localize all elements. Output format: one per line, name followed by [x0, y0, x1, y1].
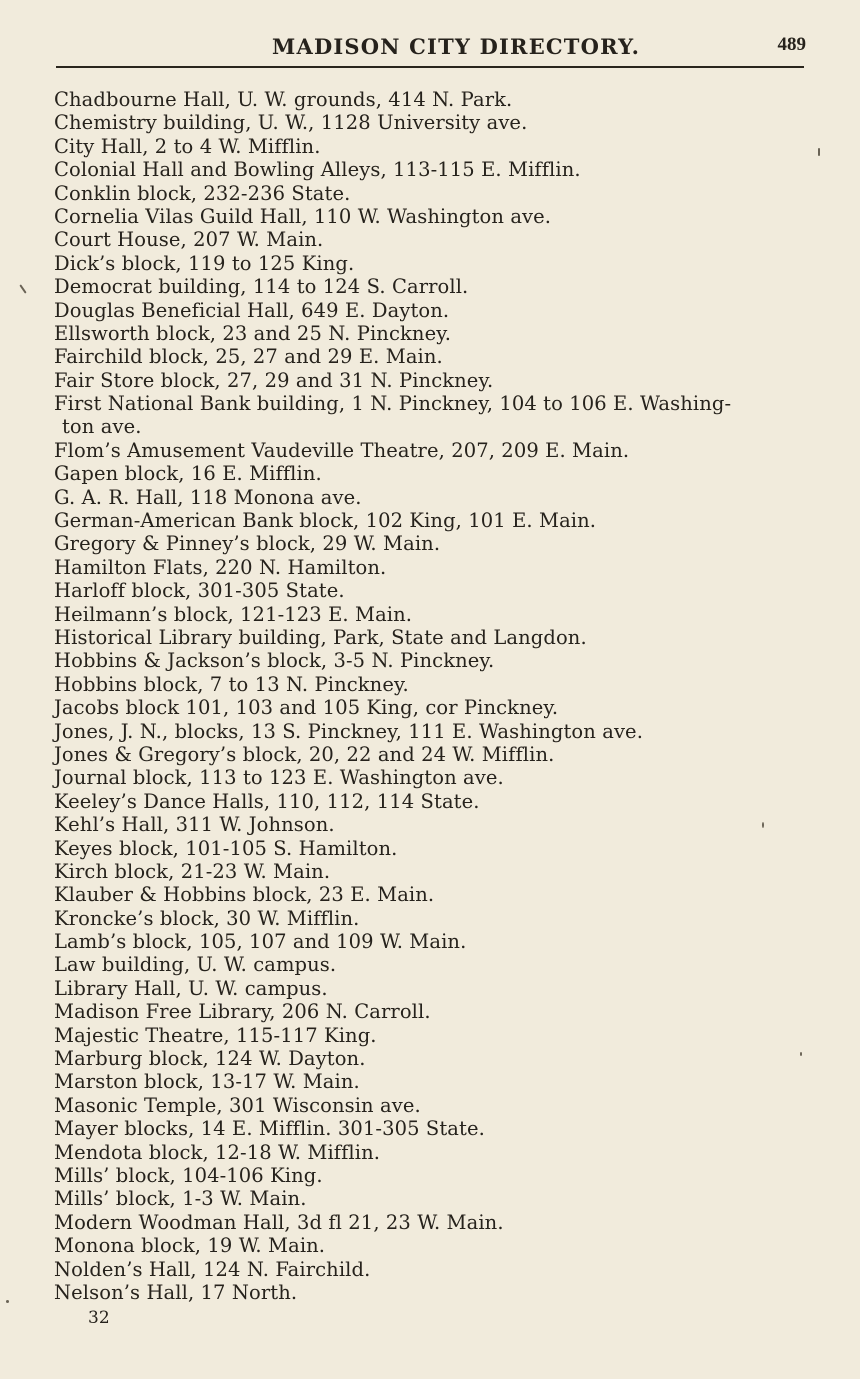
page-number: 489 [777, 34, 806, 55]
directory-entry: Cornelia Vilas Guild Hall, 110 W. Washington ave. [54, 204, 552, 228]
directory-entry: Fair Store block, 27, 29 and 31 N. Pinckney. [54, 368, 494, 392]
directory-entry: Douglas Beneficial Hall, 649 E. Dayton. [54, 298, 450, 322]
directory-entry: Gregory & Pinney’s block, 29 W. Main. [54, 532, 441, 556]
directory-entry: Ellsworth block, 23 and 25 N. Pinckney. [54, 321, 452, 345]
directory-entry: Kehl’s Hall, 311 W. Johnson. [54, 813, 335, 837]
paper-speck [19, 284, 26, 293]
header-rule [56, 66, 804, 68]
directory-entry: Mayer blocks, 14 E. Mifflin. 301-305 State. [54, 1117, 485, 1141]
paper-speck [800, 1052, 802, 1056]
continuation-text: ton ave. [62, 415, 142, 439]
directory-entry: Klauber & Hobbins block, 23 E. Main. [54, 883, 435, 907]
directory-entry: Flom’s Amusement Vaudeville Theatre, 207, 209 E. Main. [54, 438, 630, 462]
directory-entry: Chadbourne Hall, U. W. grounds, 414 N. Park. [54, 88, 513, 111]
directory-entry: Jones & Gregory’s block, 20, 22 and 24 W. Mifflin. [54, 742, 555, 766]
directory-entry: Gapen block, 16 E. Mifflin. [54, 462, 322, 486]
paper-speck [762, 822, 764, 828]
directory-entry: First National Bank building, 1 N. Pinckney, 104 to 106 E. Washing- [54, 392, 732, 416]
directory-entry: Dick’s block, 119 to 125 King. [54, 251, 355, 275]
directory-entry: German-American Bank block, 102 King, 101 E. Main. [54, 509, 597, 533]
directory-entry: Masonic Temple, 301 Wisconsin ave. [54, 1093, 421, 1117]
directory-entry: City Hall, 2 to 4 W. Mifflin. [54, 134, 321, 158]
directory-entry: Colonial Hall and Bowling Alleys, 113-115 E. Mifflin. [54, 158, 581, 182]
directory-entry: Heilmann’s block, 121-123 E. Main. [54, 602, 413, 626]
directory-entry: Nolden’s Hall, 124 N. Fairchild. [54, 1257, 371, 1281]
directory-entries [54, 88, 814, 1304]
directory-entry: Nelson’s Hall, 17 North. [54, 1280, 298, 1304]
directory-entry: Hobbins & Jackson’s block, 3-5 N. Pinckney. [54, 649, 495, 673]
paper-speck [818, 148, 820, 156]
running-header [56, 34, 806, 66]
directory-entry: G. A. R. Hall, 118 Monona ave. [54, 485, 362, 509]
directory-entry: Mendota block, 12-18 W. Mifflin. [54, 1140, 381, 1164]
directory-entry: Modern Woodman Hall, 3d fl 21, 23 W. Main. [54, 1210, 504, 1234]
directory-entry: Hamilton Flats, 220 N. Hamilton. [54, 555, 387, 579]
directory-entry: Majestic Theatre, 115-117 King. [54, 1023, 377, 1047]
directory-entry: Historical Library building, Park, State and Langdon. [54, 625, 587, 649]
directory-entry: Hobbins block, 7 to 13 N. Pinckney. [54, 672, 409, 696]
directory-entry: Journal block, 113 to 123 E. Washington ave. [54, 766, 504, 790]
paper-speck [6, 1300, 9, 1303]
directory-entry: Marburg block, 124 W. Dayton. [54, 1047, 366, 1071]
directory-entry: Mills’ block, 1-3 W. Main. [54, 1187, 307, 1211]
directory-entry: Court House, 207 W. Main. [54, 228, 324, 252]
directory-entry: Fairchild block, 25, 27 and 29 E. Main. [54, 345, 443, 369]
directory-entry: Madison Free Library, 206 N. Carroll. [54, 1000, 431, 1024]
directory-entry: Keyes block, 101-105 S. Hamilton. [54, 836, 398, 860]
directory-entry-continuation [54, 415, 814, 438]
directory-entry: Jones, J. N., blocks, 13 S. Pinckney, 111 E. Washington ave. [54, 719, 643, 743]
directory-entry: Mills’ block, 104-106 King. [54, 1163, 323, 1187]
directory-entry: Marston block, 13-17 W. Main. [54, 1070, 360, 1094]
directory-entry: Law building, U. W. campus. [54, 953, 337, 977]
directory-entry: Democrat building, 114 to 124 S. Carroll. [54, 275, 469, 299]
directory-entry: Monona block, 19 W. Main. [54, 1234, 326, 1258]
directory-entry: Jacobs block 101, 103 and 105 King, cor Pinckney. [54, 696, 559, 720]
directory-entry: Conklin block, 232-236 State. [54, 181, 351, 205]
directory-entry: Lamb’s block, 105, 107 and 109 W. Main. [54, 930, 467, 954]
directory-entry: Kirch block, 21-23 W. Main. [54, 859, 331, 883]
directory-entry: Library Hall, U. W. campus. [54, 976, 328, 1000]
directory-entry: Harloff block, 301-305 State. [54, 579, 345, 603]
directory-entry: Chemistry building, U. W., 1128 University ave. [54, 111, 528, 135]
signature-mark: 32 [88, 1308, 110, 1328]
directory-entry: Keeley’s Dance Halls, 110, 112, 114 State. [54, 789, 480, 813]
directory-entry: Kroncke’s block, 30 W. Mifflin. [54, 906, 360, 930]
header-title: MADISON CITY DIRECTORY. [272, 34, 641, 59]
